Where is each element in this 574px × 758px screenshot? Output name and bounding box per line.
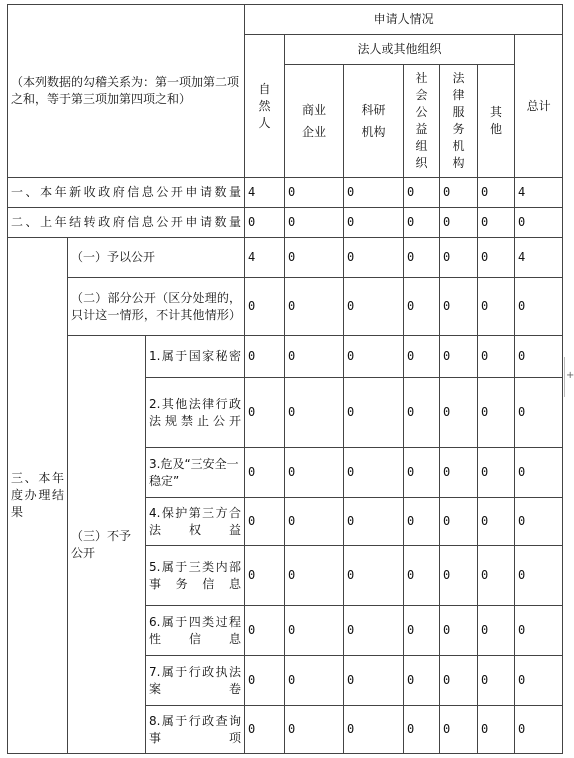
cell: 0 — [515, 278, 563, 336]
cell: 0 — [344, 336, 404, 378]
header-char: 益 — [415, 122, 428, 136]
plus-icon[interactable]: + — [566, 370, 574, 381]
cell: 0 — [515, 498, 563, 546]
section3-label: 三、本年度办理结果 — [8, 238, 68, 754]
cell: 0 — [515, 706, 563, 754]
cell: 0 — [404, 278, 440, 336]
cell: 0 — [440, 606, 478, 656]
header-char: 服 — [452, 105, 465, 119]
cell: 0 — [404, 706, 440, 754]
table-resize-handle[interactable] — [564, 357, 573, 397]
cell: 0 — [245, 498, 285, 546]
cell: 0 — [404, 238, 440, 278]
cell: 0 — [285, 498, 344, 546]
cell: 0 — [478, 178, 515, 208]
cell: 0 — [245, 208, 285, 238]
cell: 0 — [344, 238, 404, 278]
cell: 0 — [440, 208, 478, 238]
header-char: 构 — [452, 156, 465, 170]
cell: 0 — [285, 656, 344, 706]
cell: 0 — [245, 706, 285, 754]
cell: 0 — [440, 378, 478, 448]
cell: 0 — [285, 378, 344, 448]
cell: 0 — [440, 656, 478, 706]
cell: 0 — [344, 278, 404, 336]
header-char: 人 — [258, 115, 271, 130]
cell: 0 — [440, 448, 478, 498]
cell: 0 — [344, 546, 404, 606]
row-label: （一）予以公开 — [68, 238, 245, 278]
cell: 0 — [515, 448, 563, 498]
row-label: 7.属于行政执法案卷 — [146, 656, 245, 706]
header-char: 机 — [452, 139, 465, 153]
row-label: 一、本年新收政府信息公开申请数量 — [8, 178, 245, 208]
header-char: 自 — [258, 81, 271, 96]
applicant-situation-header: 申请人情况 — [245, 5, 563, 35]
cell: 0 — [440, 706, 478, 754]
col-research-label: 科研机构 — [361, 103, 386, 139]
header-char: 织 — [415, 156, 428, 170]
cell: 0 — [478, 656, 515, 706]
header-char: 他 — [490, 122, 503, 136]
cell: 0 — [245, 606, 285, 656]
cell: 0 — [344, 378, 404, 448]
cell: 0 — [478, 448, 515, 498]
cell: 0 — [404, 606, 440, 656]
cell: 0 — [285, 546, 344, 606]
table-row — [8, 238, 563, 278]
disclosure-statistics-table — [7, 4, 563, 754]
cell: 4 — [515, 238, 563, 278]
cell: 0 — [440, 336, 478, 378]
cell: 0 — [285, 706, 344, 754]
cell: 0 — [404, 656, 440, 706]
cell: 0 — [285, 208, 344, 238]
cell: 0 — [478, 336, 515, 378]
cell: 0 — [245, 656, 285, 706]
cell: 0 — [285, 278, 344, 336]
col-research — [344, 65, 404, 178]
cell: 0 — [478, 278, 515, 336]
cell: 0 — [285, 238, 344, 278]
cell: 0 — [245, 448, 285, 498]
cell: 0 — [344, 208, 404, 238]
cell: 0 — [245, 336, 285, 378]
header-char: 组 — [415, 139, 428, 153]
row-label: （二）部分公开（区分处理的，只计这一情形，不计其他情形） — [68, 278, 245, 336]
row-label: 5.属于三类内部事务信息 — [146, 546, 245, 606]
row-label: 1.属于国家秘密 — [146, 336, 245, 378]
cell: 0 — [285, 606, 344, 656]
cell: 0 — [245, 546, 285, 606]
legal-persons-header: 法人或其他组织 — [285, 35, 515, 65]
cell: 0 — [344, 706, 404, 754]
col-total: 总计 — [515, 35, 563, 178]
table-note: （本列数据的勾稽关系为：第一项加第二项之和，等于第三项加第四项之和） — [8, 5, 245, 178]
cell: 0 — [478, 238, 515, 278]
table-row — [8, 178, 563, 208]
cell: 0 — [344, 606, 404, 656]
cell: 0 — [440, 546, 478, 606]
cell: 0 — [404, 336, 440, 378]
cell: 0 — [245, 278, 285, 336]
col-other — [478, 65, 515, 178]
cell: 0 — [440, 278, 478, 336]
cell: 0 — [515, 378, 563, 448]
cell: 0 — [404, 378, 440, 448]
row-label: 8.属于行政查询事项 — [146, 706, 245, 754]
cell: 4 — [245, 238, 285, 278]
header-char: 务 — [452, 122, 465, 136]
row-label: 3.危及“三安全一稳定” — [146, 448, 245, 498]
cell: 4 — [245, 178, 285, 208]
cell: 0 — [285, 448, 344, 498]
cell: 0 — [478, 706, 515, 754]
cell: 0 — [404, 448, 440, 498]
row-label: 4.保护第三方合法权益 — [146, 498, 245, 546]
row-label: 2.其他法律行政法规禁止公开 — [146, 378, 245, 448]
cell: 0 — [440, 498, 478, 546]
not-open-group-label: （三）不予公开 — [68, 336, 146, 754]
col-commercial-label: 商业企业 — [302, 103, 327, 139]
col-public-welfare — [404, 65, 440, 178]
cell: 0 — [404, 498, 440, 546]
header-char: 会 — [415, 88, 428, 102]
cell: 0 — [515, 336, 563, 378]
header-char: 公 — [415, 105, 428, 119]
col-natural-person — [245, 35, 285, 178]
cell: 0 — [440, 178, 478, 208]
header-char: 律 — [452, 88, 465, 102]
cell: 0 — [478, 546, 515, 606]
cell: 0 — [515, 546, 563, 606]
cell: 0 — [478, 498, 515, 546]
table-row — [8, 278, 563, 336]
header-char: 法 — [452, 71, 465, 85]
table-row — [8, 208, 563, 238]
cell: 0 — [285, 178, 344, 208]
cell: 0 — [344, 178, 404, 208]
row-label: 6.属于四类过程性信息 — [146, 606, 245, 656]
table-row — [8, 336, 563, 378]
row-label: 二、上年结转政府信息公开申请数量 — [8, 208, 245, 238]
cell: 0 — [404, 546, 440, 606]
cell: 0 — [478, 378, 515, 448]
cell: 0 — [344, 656, 404, 706]
col-commercial — [285, 65, 344, 178]
cell: 0 — [404, 208, 440, 238]
cell: 0 — [440, 238, 478, 278]
cell: 0 — [285, 336, 344, 378]
cell: 0 — [404, 178, 440, 208]
cell: 0 — [515, 606, 563, 656]
header-char: 然 — [258, 98, 271, 113]
cell: 0 — [478, 606, 515, 656]
cell: 0 — [478, 208, 515, 238]
cell: 0 — [344, 498, 404, 546]
cell: 0 — [245, 378, 285, 448]
cell: 0 — [515, 656, 563, 706]
cell: 0 — [515, 208, 563, 238]
header-char: 社 — [415, 71, 428, 85]
col-legal-service — [440, 65, 478, 178]
cell: 4 — [515, 178, 563, 208]
cell: 0 — [344, 448, 404, 498]
header-char: 其 — [490, 105, 503, 119]
